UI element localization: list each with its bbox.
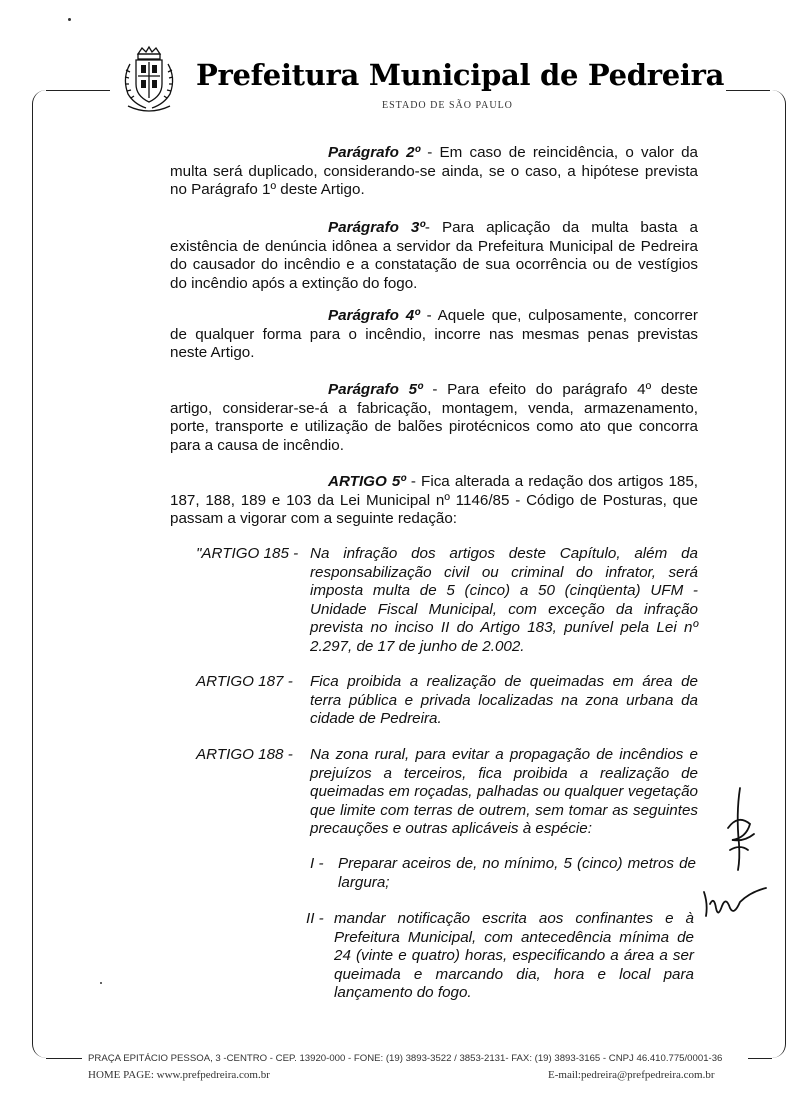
speck [100,982,102,984]
paragraph-5 [170,381,698,455]
item-number: I - [310,855,324,872]
article-label: ARTIGO 187 - [196,673,293,690]
footer-rule-left [46,1058,82,1059]
item-i [310,855,698,893]
article-5-paragraph [170,473,698,529]
item-ii [306,910,698,1004]
page-title: Prefeitura Municipal de Pedreira [196,58,725,92]
article-187 [196,673,698,729]
article-label: "ARTIGO 185 - [196,545,299,562]
footer-address: PRAÇA EPITÁCIO PESSOA, 3 -CENTRO - CEP. 13920-000 - FONE: (19) 3893-3522 / 3853-2131- FAX: (19) 3893-3165 - CNPJ 46.410.775/0001-36 [88,1053,723,1064]
signature-initials-1 [720,784,760,874]
page-subtitle: ESTADO DE SÃO PAULO [382,100,513,111]
speck [68,18,71,21]
article-text: Fica proibida a realização de queimadas em área de terra pública e privada localizadas na zona urbana da cidade de Pedreira. [310,673,698,728]
article-185 [196,545,698,657]
paragraph-text: - Em caso de reincidência, o valor da multa será duplicado, considerando-se ainda, se o caso, a hipótese prevista no Parágrafo 1º deste Artigo. [170,144,698,199]
paragraph-text: - Para aplicação da multa basta a existência de denúncia idônea a servidor da Prefeitura Municipal de Pedreira do causador do incêndio e a constatação de sua ocorrência ou de vestígios do incêndio após a extinção do fogo. [170,219,698,292]
item-text: mandar notificação escrita aos confinantes e à Prefeitura Municipal, com antecedência mínima de 24 (vinte e quatro) horas, especificando a área a ser queimada e marcando dia, hora e local para lançamento do fogo. [334,910,694,1002]
paragraph-text: - Aquele que, culposamente, concorrer de qualquer forma para o incêndio, incorre nas mesmas penas previstas neste Artigo. [170,307,698,362]
paragraph-text: - Para efeito do parágrafo 4º deste artigo, considerar-se-á a fabricação, montagem, venda, armazenamento, porte, transporte e utilização de balões pirotécnicos como ato que concorra para a causa de incêndio. [170,381,698,454]
footer-email: E-mail:pedreira@prefpedreira.com.br [548,1069,715,1081]
paragraph-label: Parágrafo 5º [328,381,423,398]
paragraph-text: - Fica alterada a redação dos artigos 185, 187, 188, 189 e 103 da Lei Municipal nº 1146/85 - Código de Posturas, que passam a vigorar com a seguinte redação: [170,473,699,528]
item-text: Preparar aceiros de, no mínimo, 5 (cinco) metros de largura; [338,855,696,891]
article-text: Na infração dos artigos deste Capítulo, além da responsabilização civil ou criminal do infrator, será imposta multa de 5 (cinco) a 50 (cinqüenta) UFM - Unidade Fiscal Municipal, com exceção da infração prevista no inciso II do Artigo 183, punível pela Lei nº 2.297, de 17 de junho de 2.002. [310,545,698,655]
paragraph-2 [170,144,698,200]
article-text: Na zona rural, para evitar a propagação de incêndios e prejuízos a terceiros, fica proibida a realização de queimadas em roçadas, palhadas ou qualquer vegetação que limite com terras de outrem, sem tomar as seguintes precauções e outras aplicáveis à espécie: [310,746,698,838]
article-188 [196,746,698,840]
paragraph-3 [170,219,698,293]
paragraph-label: Parágrafo 4º [328,307,420,324]
item-number: II - [306,910,324,927]
footer-homepage: HOME PAGE: www.prefpedreira.com.br [88,1069,270,1081]
coat-of-arms-icon [116,44,182,118]
paragraph-label: Parágrafo 3º [328,219,425,236]
article-label: ARTIGO 5º [328,473,406,490]
article-label: ARTIGO 188 - [196,746,293,763]
paragraph-4 [170,307,698,363]
paragraph-label: Parágrafo 2º [328,144,421,161]
footer-rule-right [748,1058,772,1059]
signature-initials-2 [700,882,770,922]
